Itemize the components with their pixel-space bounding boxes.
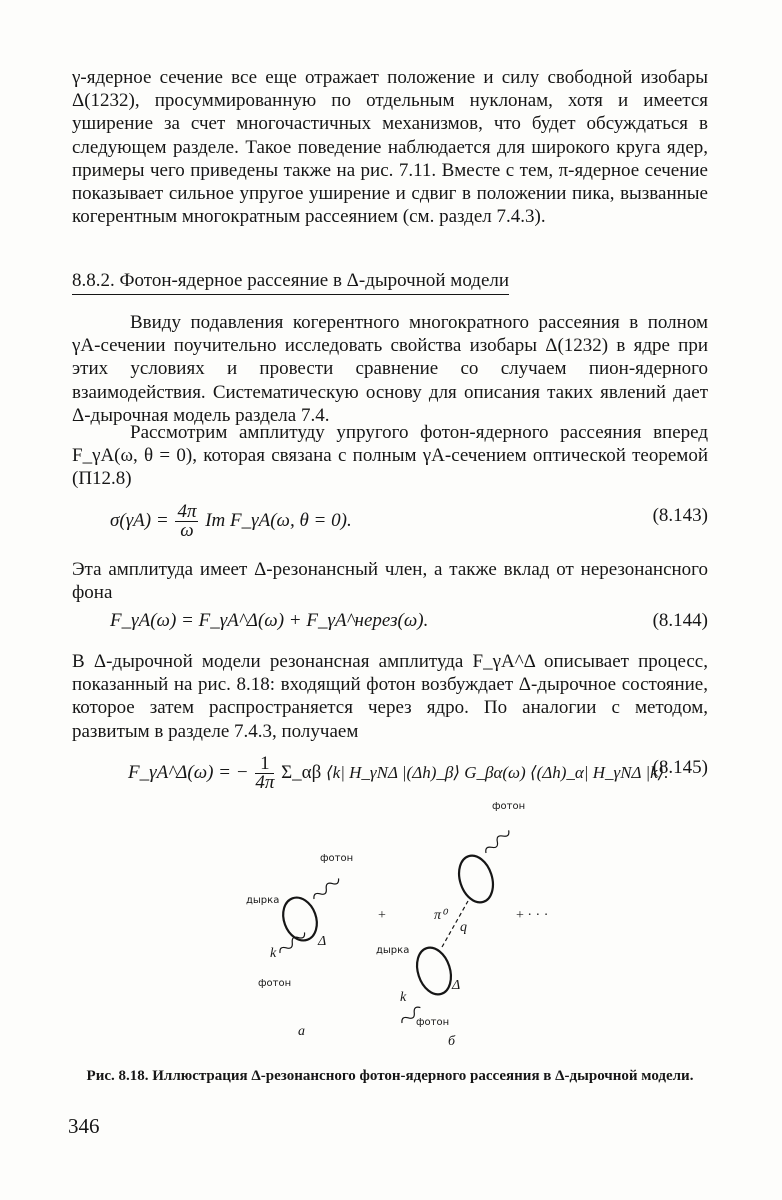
photon-label-out-a: фотон [320,853,354,864]
ellipsis-term: + · · · [516,908,549,923]
outgoing-photon-wave-b [484,828,511,855]
photon-label-out-b: фотон [492,801,526,812]
delta-hole-loop-b-lower [411,943,456,999]
equation-8-145 [128,755,708,792]
label-b: б [448,1034,456,1049]
eq143-lhs: σ(γA) = [110,509,169,531]
eq145-rhs: ⟨k| H_γNΔ |(Δh)_β⟩ G_βα(ω) ⟨(Δh)_α| H_γNΔ |k⟩. [326,762,669,782]
eq144-number: (8.144) [652,610,708,631]
section-heading: 8.8.2. Фотон-ядерное рассеяние в Δ-дырочной модели [72,269,509,295]
equation-8-143 [110,503,708,540]
feynman-diagram-figure [220,795,580,1055]
page-number: 346 [68,1114,100,1138]
eq145-lhs: F_γA^Δ(ω) = − [128,761,249,783]
intro-paragraph: γ-ядерное сечение все еще отражает положение и силу свободной изобары Δ(1232), просуммированную по отдельным нуклонам, хотя и имеется уширение за счет многочастичных механизмов, что будет обсуждаться в следующем разделе. Такое поведение наблюдается для широкого круга ядер, примеры чего приведены также на рис. 7.11. Вместе с тем, π-ядерное сечение показывает сильное упругое уширение и сдвиг в положении пика, вызванные когерентным многократным рассеянием (см. раздел 7.4.3). [72,67,708,228]
eq145-numerator: 1 [255,755,274,774]
outgoing-photon-wave-a [312,876,340,901]
delta-label-b: Δ [452,978,461,993]
k-vector-label-b: k [400,990,407,1005]
eq143-fraction [175,503,198,540]
equation-8-144 [110,608,708,634]
eq145-number: (8.145) [652,757,708,778]
eq143-rhs: Im F_γA(ω, θ = 0). [205,509,352,531]
eq145-fraction [255,755,274,792]
photon-label-in-a: фотон [258,978,292,989]
delta-hole-loop-b-upper [453,851,498,907]
label-a: а [298,1024,305,1039]
hole-label-a: дырка [246,895,280,906]
paragraph-1: Ввиду подавления когерентного многократного рассеяния в полном γA-сечении поучительно исследовать свойства изобары Δ(1232) в ядре при этих условиях и провести сравнение со случаем пион-ядерного взаимодействия. Систематическую основу для описания таких явлений дает Δ-дырочная модель раздела 7.4. [72,312,708,426]
photon-label-in-b: фотон [416,1017,450,1028]
diagram-b [376,801,525,1049]
q-vector-label: q [460,920,467,935]
figure-caption: Рис. 8.18. Иллюстрация Δ-резонансного фотон-ядерного рассеяния в Δ-дырочной модели. [86,1068,694,1084]
eq145-denominator: 4π [255,772,275,793]
paragraph-3: Эта амплитуда имеет Δ-резонансный член, а также вклад от нерезонансного фона [72,559,708,604]
delta-hole-loop-a [277,893,322,945]
diagram-a [246,853,353,1039]
eq144-body: F_γA(ω) = F_γA^Δ(ω) + F_γA^нерез(ω). [110,610,429,631]
eq143-numerator: 4π [177,501,197,522]
eq143-number: (8.143) [652,505,708,526]
pi0-label: π⁰ [434,908,447,923]
k-vector-label-a: k [270,946,277,961]
incoming-photon-wave-a [278,930,306,955]
hole-label-b: дырка [376,945,410,956]
paragraph-2: Рассмотрим амплитуду упругого фотон-ядерного рассеяния вперед F_γA(ω, θ = 0), которая связана с полным γA-сечением оптической теоремой (П12.8) [72,422,708,490]
eq145-sum: Σ_αβ [281,761,322,783]
paragraph-4: В Δ-дырочной модели резонансная амплитуда F_γA^Δ описывает процесс, показанный на рис. 8.18: входящий фотон возбуждает Δ-дырочное состояние, которое затем распространяется через ядро. По аналогии с методом, развитым в разделе 7.4.3, получаем [72,651,708,742]
plus-sign: + [378,908,386,923]
delta-label-a: Δ [318,934,327,949]
eq143-denominator: ω [180,520,194,541]
